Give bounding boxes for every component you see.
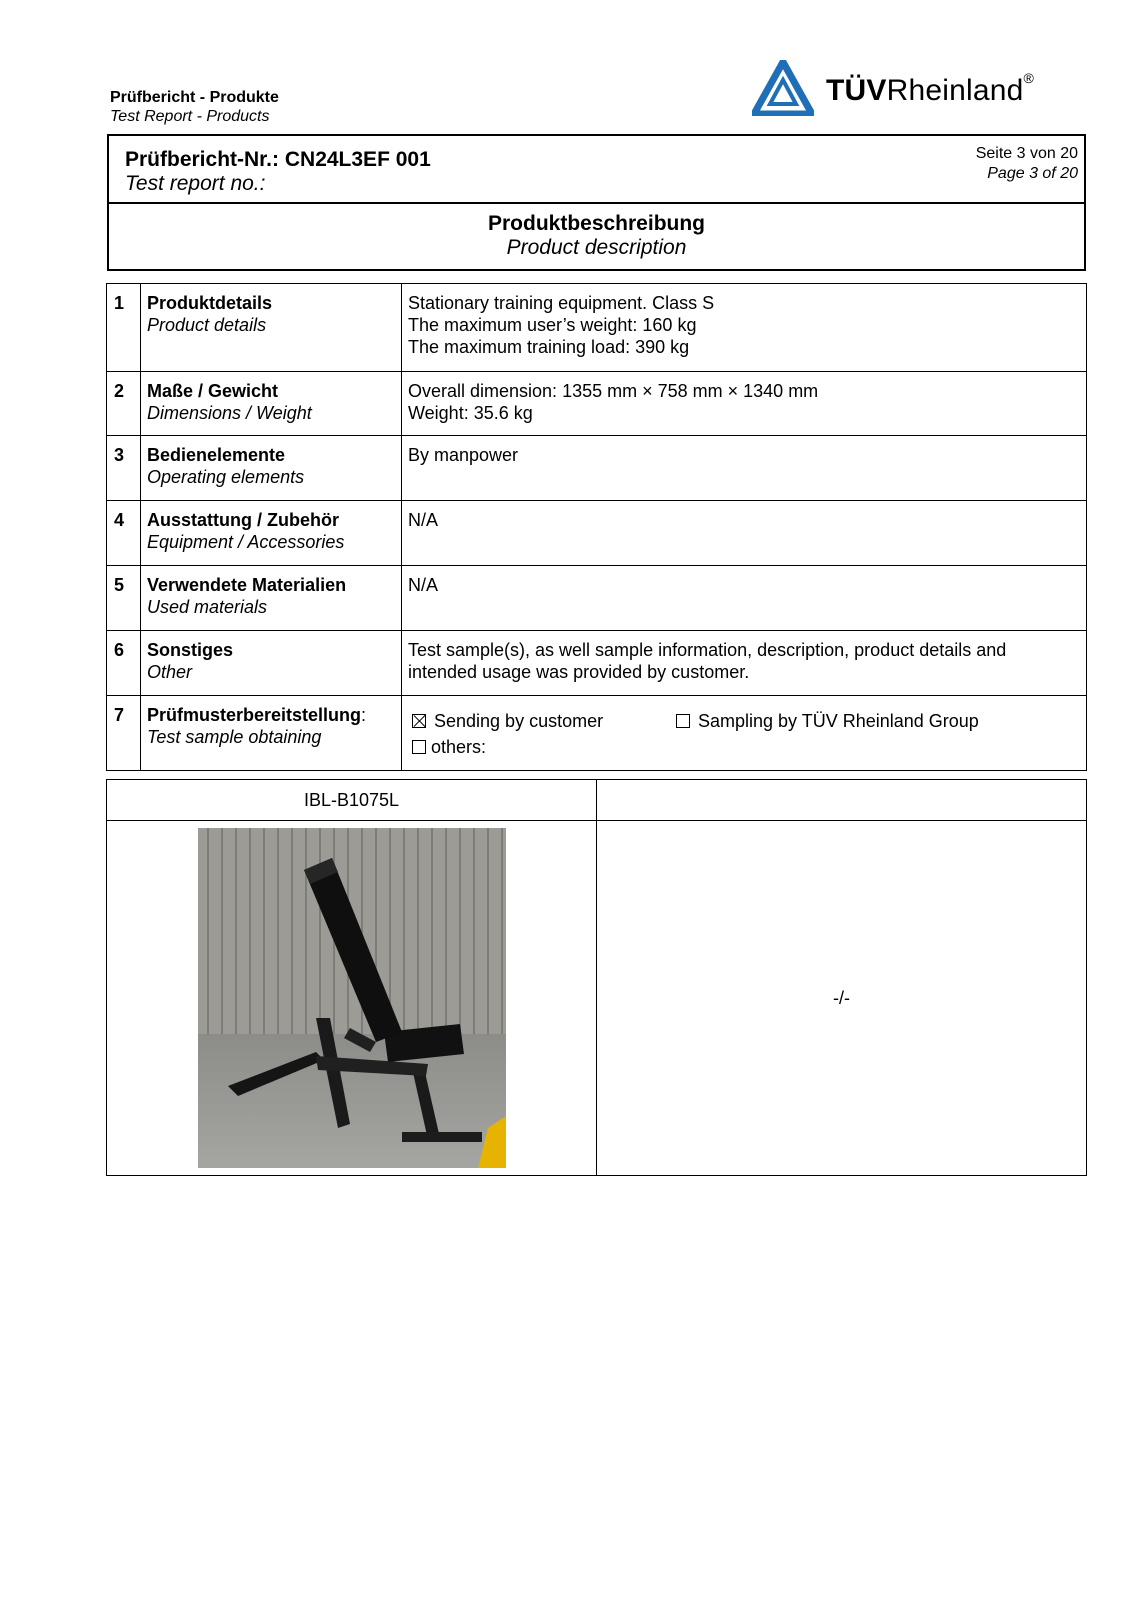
table-row: [107, 696, 1087, 771]
value-line: Overall dimension: 1355 mm × 758 mm × 1340 mm: [408, 381, 819, 401]
value-line: N/A: [408, 575, 439, 595]
value-line: Stationary training equipment. Class S: [408, 293, 715, 313]
document-type-de: Prüfbericht - Produkte: [110, 89, 279, 106]
adjustable-bench-photo-icon: [198, 828, 506, 1168]
row-number: 1: [107, 284, 141, 372]
second-sample-placeholder: -/-: [597, 821, 1087, 1176]
report-header-frame: [107, 134, 1086, 271]
row-value: [402, 566, 1087, 631]
section-title-en: Product description: [506, 236, 687, 259]
row-label-de: Verwendete Materialien: [147, 575, 347, 595]
row-value: [402, 501, 1087, 566]
others-checkbox[interactable]: [412, 740, 426, 754]
row-label-de: Sonstiges: [147, 640, 234, 660]
section-title-de: Produktbeschreibung: [487, 212, 706, 235]
row-label-de: Produktdetails: [147, 293, 273, 313]
row-label-de: Bedienelemente: [147, 445, 286, 465]
report-number-label-en: Test report no.:: [125, 172, 266, 195]
table-row: [107, 372, 1087, 436]
others-label: others:: [431, 737, 487, 757]
row-label-de: Ausstattung / Zubehör: [147, 510, 339, 530]
row-label: [141, 436, 402, 501]
table-row: [107, 284, 1087, 372]
document-type-en: Test Report - Products: [110, 108, 270, 125]
row-value: [402, 631, 1087, 696]
document-type: [110, 88, 279, 126]
page-number-en: Page 3 of 20: [987, 165, 1078, 182]
tuv-triangle-logo-icon: [752, 60, 814, 116]
row-label-en: Other: [147, 662, 193, 682]
table-row: [107, 501, 1087, 566]
value-line: The maximum training load: 390 kg: [408, 337, 690, 357]
row-label-colon: :: [361, 705, 367, 725]
logo-wordmark-regular: Rheinland: [886, 74, 1024, 107]
logo-wordmark: [826, 70, 1035, 108]
row-label-en: Used materials: [147, 597, 268, 617]
sample-model-title: IBL-B1075L: [107, 780, 597, 821]
row-label: [141, 566, 402, 631]
table-row: [107, 436, 1087, 501]
value-line: intended usage was provided by customer.: [408, 662, 750, 682]
sending-by-customer-label: Sending by customer: [434, 711, 604, 731]
row-label-de: Prüfmusterbereitstellung: [147, 705, 362, 725]
table-row: [107, 780, 1087, 821]
tuv-rheinland-logo: [752, 58, 1062, 120]
table-row: [107, 631, 1087, 696]
row-label-en: Test sample obtaining: [147, 727, 322, 747]
row-label-en: Equipment / Accessories: [147, 532, 345, 552]
row-value: [402, 696, 1087, 771]
second-sample-title: [597, 780, 1087, 821]
product-description-table: [106, 283, 1087, 771]
row-number: 5: [107, 566, 141, 631]
value-line: The maximum user’s weight: 160 kg: [408, 315, 697, 335]
table-row: [107, 566, 1087, 631]
value-line: Test sample(s), as well sample information, description, product details and: [408, 640, 1007, 660]
sample-images-table: [106, 779, 1087, 1176]
row-number: 6: [107, 631, 141, 696]
row-label-en: Operating elements: [147, 467, 305, 487]
value-line: Weight: 35.6 kg: [408, 403, 533, 423]
sending-by-customer-checkbox[interactable]: [412, 714, 426, 728]
row-number: 4: [107, 501, 141, 566]
report-number-label-de: Prüfbericht-Nr.:: [125, 148, 280, 171]
row-label: [141, 696, 402, 771]
frame-divider: [109, 202, 1084, 204]
sampling-by-tuv-label: Sampling by TÜV Rheinland Group: [698, 711, 979, 731]
row-label-de: Maße / Gewicht: [147, 381, 279, 401]
table-row: [107, 821, 1087, 1176]
row-label: [141, 284, 402, 372]
row-label-en: Product details: [147, 315, 267, 335]
row-label-en: Dimensions / Weight: [147, 403, 312, 423]
row-number: 3: [107, 436, 141, 501]
row-value: [402, 284, 1087, 372]
row-label: [141, 631, 402, 696]
report-number-value: CN24L3EF 001: [284, 148, 431, 171]
sampling-by-tuv-checkbox[interactable]: [676, 714, 690, 728]
logo-wordmark-bold: TÜV: [826, 74, 887, 107]
row-label: [141, 501, 402, 566]
row-value: [402, 436, 1087, 501]
row-number: 2: [107, 372, 141, 436]
row-value: [402, 372, 1087, 436]
checkbox-row: [412, 734, 1080, 760]
section-title: [109, 212, 1084, 260]
sample-photo-cell: [107, 821, 597, 1176]
checkbox-row: [412, 708, 1080, 734]
value-line: N/A: [408, 510, 439, 530]
value-line: By manpower: [408, 445, 519, 465]
row-label: [141, 372, 402, 436]
row-number: 7: [107, 696, 141, 771]
page-number: [976, 144, 1078, 184]
logo-registered-mark: ®: [1023, 70, 1035, 86]
page-number-de: Seite 3 von 20: [975, 145, 1078, 162]
report-number: [125, 148, 431, 196]
